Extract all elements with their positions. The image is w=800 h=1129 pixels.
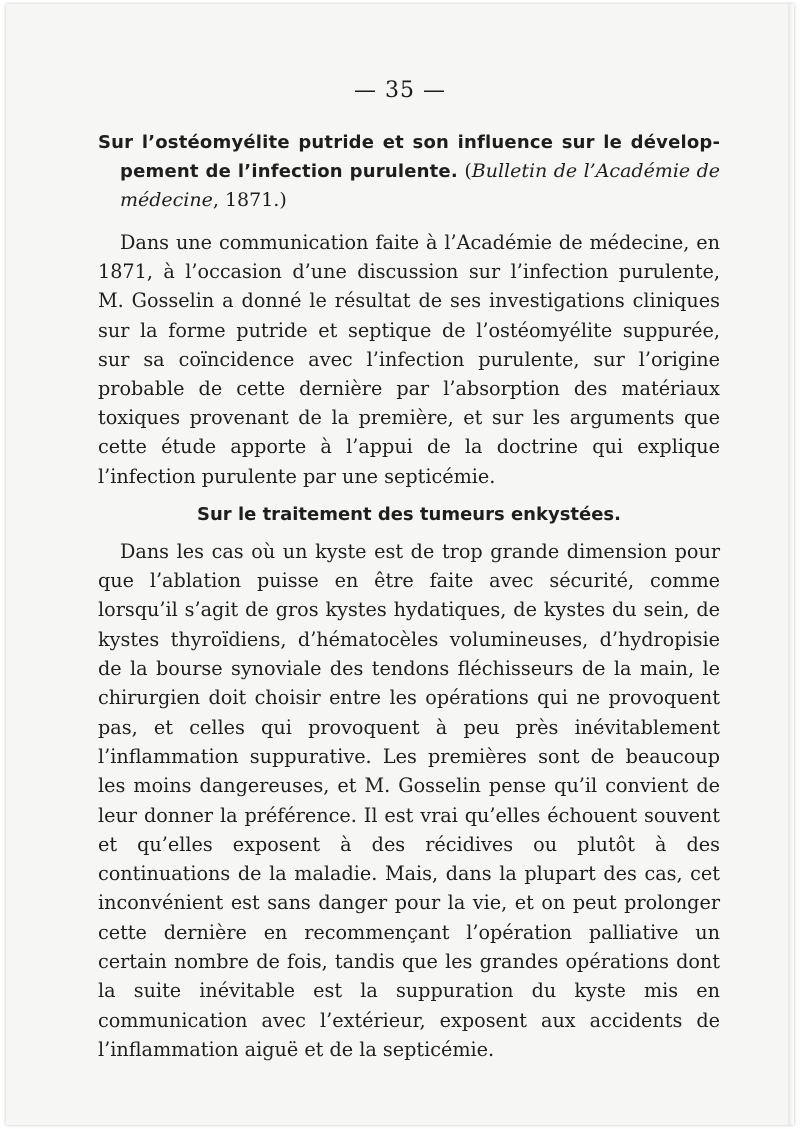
page-number: — 35 — (354, 78, 446, 103)
paragraph-cysts: Dans les cas où un kyste est de trop grande dimension pour que l’ablation puisse en être faite avec sécurité, comme lorsqu’il s’agit de gros kystes hydatiques, de kystes du sein, de kystes thyroïdiens, d’hématocèles volumineuses, d’hydropisie de la bourse synoviale des tendons fléchisseurs de la main, le chirurgien doit choisir entre les opérations qui ne provoquent pas, et celles qui provoquent à peu près inévitablement l’inflammation suppurative. Les premières sont de beaucoup les moins dangereuses, et M. Gosselin pense qu’il convient de leur donner la préférence. Il est vrai qu’elles échouent souvent et qu’elles exposent à des récidives ou plutôt à des continuations de la maladie. Mais, dans la plupart des cas, cet inconvénient est sans danger pour la vie, et on peut prolonger cette dernière en recommençant l’opération palliative un certain nombre de fois, tandis que les grandes opérations dont la suite inévitable est la suppuration du kyste mis en communication avec l’extérieur, exposent aux accidents de l’inflammation aiguë et de la septicémie. (98, 539, 720, 1061)
citation-tail: , 1871.) (212, 189, 287, 211)
citation-open: ( (457, 160, 472, 182)
section-heading: Sur le traitement des tumeurs enkystées. (197, 503, 621, 525)
paragraph-osteomyelitis: Dans une communication faite à l’Académie de médecine, en 1871, à l’occasion d’une discussion sur l’infection purulente, M. Gosselin a donné le résultat de ses investigations cliniques sur la forme putride et septique de l’ostéomyélite suppurée, sur sa coïncidence avec l’infection purulente, sur l’origine probable de cette dernière par l’absorption des matériaux toxiques provenant de la première, et sur les arguments que cette étude apporte à l’appui de la doctrine qui explique l’infection purulente par une septicémie. (98, 231, 720, 488)
citation-journal: Bulletin de l’Académie de médecine (120, 160, 720, 211)
page-content (98, 128, 720, 1064)
entry-title (98, 128, 720, 214)
page-edge (788, 4, 794, 1125)
entry-title-bold: Sur l’ostéomyélite putride et son influence sur le développement de l’infection purulente. (98, 132, 720, 182)
